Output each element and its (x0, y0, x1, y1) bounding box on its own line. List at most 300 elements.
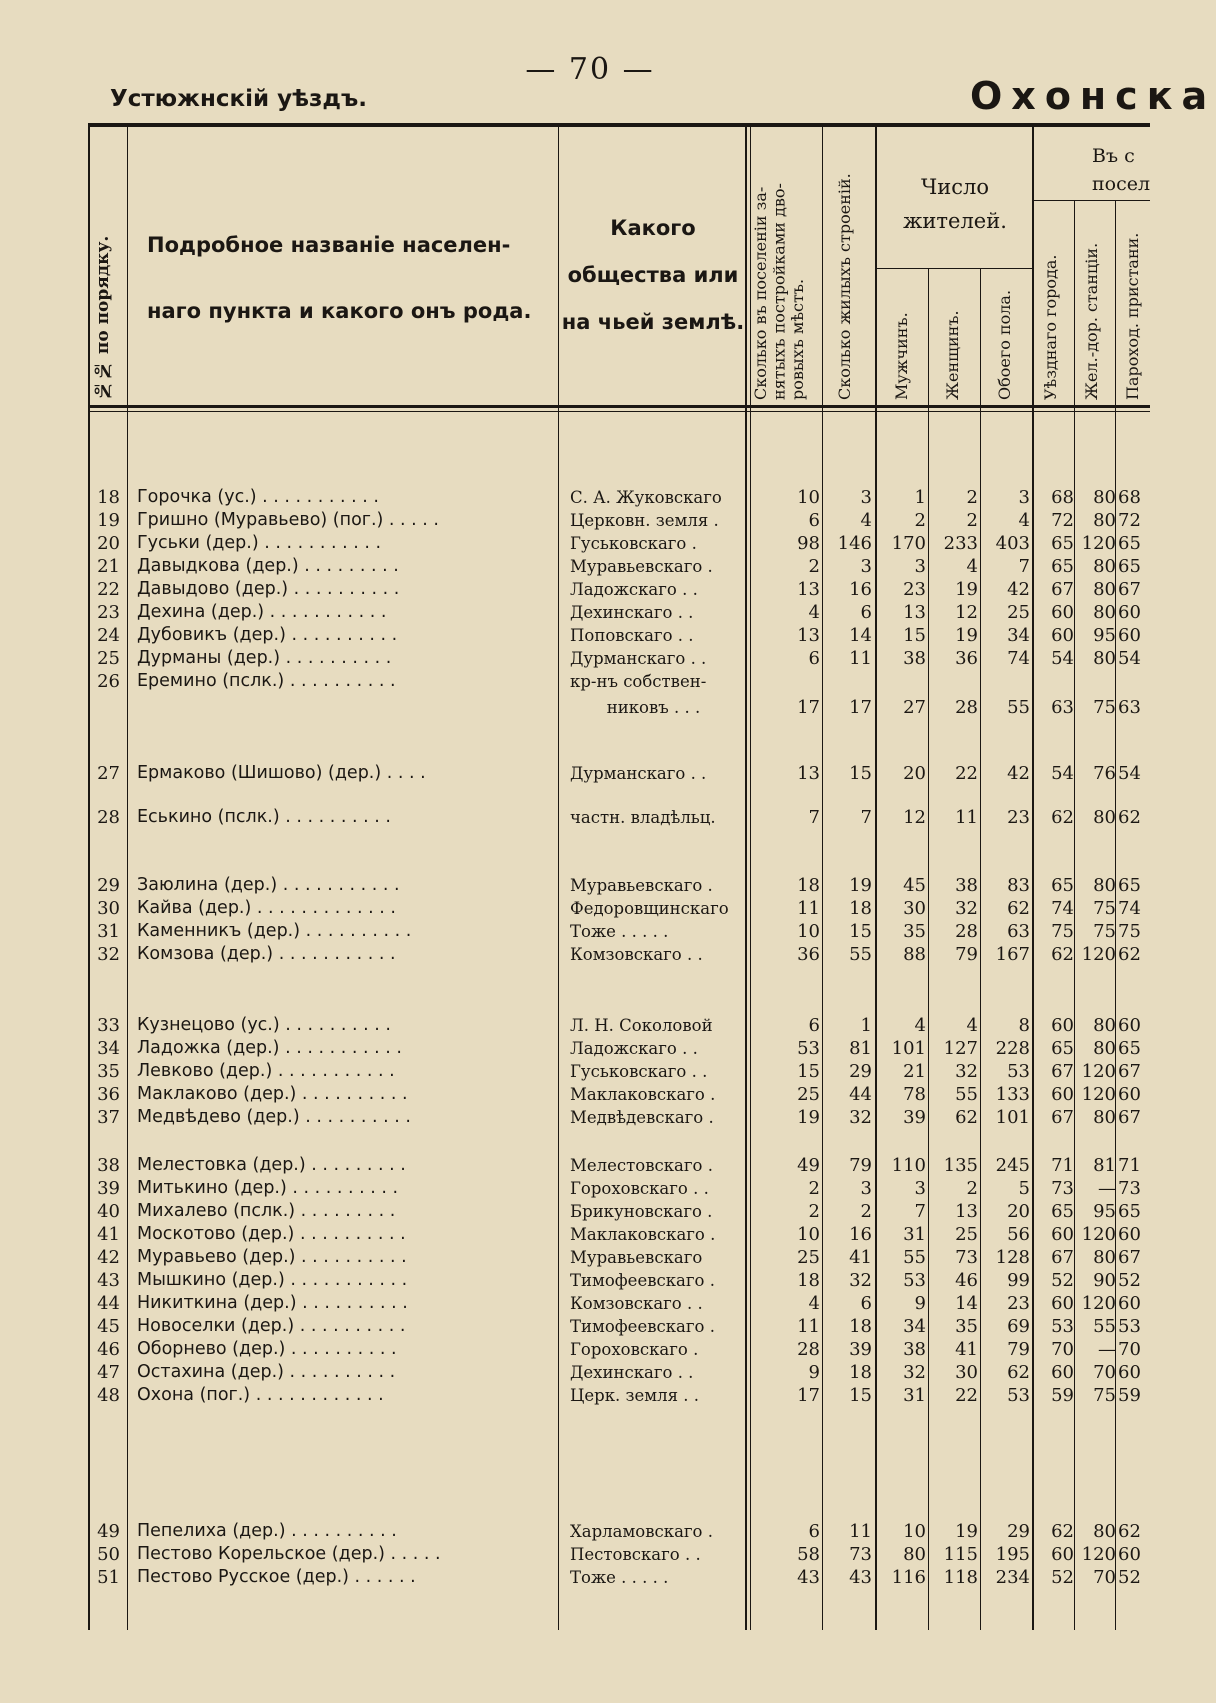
cell-rail: 80 (1093, 510, 1116, 531)
cell-both: 53 (1007, 1061, 1030, 1082)
cell-buildings: 81 (849, 1038, 872, 1059)
cell-town: 74 (1051, 898, 1074, 919)
cell-society: Мелестовскаго . (570, 1156, 713, 1175)
cell-women: 127 (943, 1038, 978, 1059)
cell-men: 2 (914, 510, 926, 531)
cell-pier: 73 (1118, 1178, 1141, 1199)
cell-name: Левково (дер.) . . . . . . . . . . . (137, 1061, 395, 1081)
cell-pier: 65 (1118, 875, 1141, 896)
cell-rail: 75 (1093, 697, 1116, 718)
cell-rail: 75 (1093, 921, 1116, 942)
cell-town: 73 (1051, 1178, 1074, 1199)
cell-num: 45 (97, 1316, 120, 1337)
cell-num: 36 (97, 1084, 120, 1105)
table-row (0, 532, 1150, 555)
cell-num: 33 (97, 1015, 120, 1036)
cell-buildings: 7 (860, 807, 872, 828)
cell-buildings: 55 (849, 944, 872, 965)
cell-society: частн. владѣльц. (570, 808, 716, 827)
cell-name: Горочка (ус.) . . . . . . . . . . . (137, 487, 379, 507)
cell-num: 23 (97, 602, 120, 623)
cell-pier: 65 (1118, 1038, 1141, 1059)
cell-town: 60 (1051, 1224, 1074, 1245)
cell-num: 35 (97, 1061, 120, 1082)
header-to-town: Уѣзднаго города. (1041, 254, 1060, 400)
table-row (0, 1083, 1150, 1106)
cell-both: 7 (1018, 556, 1030, 577)
cell-town: 62 (1051, 807, 1074, 828)
top-rule (88, 123, 1150, 127)
cell-num: 49 (97, 1521, 120, 1542)
volost-title: Охонска (970, 74, 1216, 118)
table-row (0, 1246, 1150, 1269)
cell-men: 35 (903, 921, 926, 942)
cell-buildings: 16 (849, 1224, 872, 1245)
cell-men: 38 (903, 648, 926, 669)
cell-rail: 95 (1093, 1201, 1116, 1222)
cell-households: 15 (797, 1061, 820, 1082)
cell-rail: 80 (1093, 1247, 1116, 1268)
header-both: Обоего пола. (995, 289, 1014, 400)
cell-num: 27 (97, 763, 120, 784)
cell-both: 55 (1007, 697, 1030, 718)
cell-town: 60 (1051, 1362, 1074, 1383)
cell-buildings: 41 (849, 1247, 872, 1268)
cell-name: Пепелиха (дер.) . . . . . . . . . . (137, 1521, 397, 1541)
cell-pier: 67 (1118, 1247, 1141, 1268)
cell-both: 3 (1018, 487, 1030, 508)
cell-rail: 95 (1093, 625, 1116, 646)
cell-rail: 120 (1081, 1061, 1116, 1082)
cell-buildings: 3 (860, 1178, 872, 1199)
cell-women: 55 (955, 1084, 978, 1105)
header-rule (88, 405, 1150, 408)
cell-households: 6 (808, 1521, 820, 1542)
cell-town: 62 (1051, 944, 1074, 965)
cell-both: 5 (1018, 1178, 1030, 1199)
cell-women: 4 (966, 1015, 978, 1036)
cell-men: 9 (914, 1293, 926, 1314)
cell-households: 10 (797, 921, 820, 942)
cell-men: 53 (903, 1270, 926, 1291)
cell-society: Дурманскаго . . (570, 764, 707, 783)
cell-women: 12 (955, 602, 978, 623)
cell-buildings: 32 (849, 1107, 872, 1128)
cell-buildings: 39 (849, 1339, 872, 1360)
table-row (0, 943, 1150, 966)
cell-town: 68 (1051, 487, 1074, 508)
table-row (0, 601, 1150, 624)
cell-both: 195 (995, 1544, 1030, 1565)
cell-num: 34 (97, 1038, 120, 1059)
cell-households: 10 (797, 1224, 820, 1245)
cell-rail: 120 (1081, 1544, 1116, 1565)
cell-men: 15 (903, 625, 926, 646)
cell-rail: 55 (1093, 1316, 1116, 1337)
cell-name: Еремино (пслк.) . . . . . . . . . . (137, 671, 396, 691)
cell-buildings: 19 (849, 875, 872, 896)
cell-both: 245 (995, 1155, 1030, 1176)
cell-rail: 120 (1081, 944, 1116, 965)
cell-rail: 90 (1093, 1270, 1116, 1291)
cell-buildings: 79 (849, 1155, 872, 1176)
cell-rail: 120 (1081, 1084, 1116, 1105)
cell-both: 34 (1007, 625, 1030, 646)
header-distance-group: Въ с посел (1092, 145, 1151, 195)
cell-households: 98 (797, 533, 820, 554)
cell-name: Остахина (дер.) . . . . . . . . . . (137, 1362, 396, 1382)
cell-town: 60 (1051, 1293, 1074, 1314)
cell-buildings: 17 (849, 697, 872, 718)
cell-women: 32 (955, 898, 978, 919)
cell-households: 53 (797, 1038, 820, 1059)
cell-society: Муравьевскаго . (570, 876, 713, 895)
cell-society: С. А. Жуковскаго (570, 488, 722, 507)
cell-buildings: 44 (849, 1084, 872, 1105)
cell-households: 58 (797, 1544, 820, 1565)
cell-both: 4 (1018, 510, 1030, 531)
cell-households: 17 (797, 697, 820, 718)
cell-pier: 54 (1118, 648, 1141, 669)
cell-society: Харламовскаго . (570, 1522, 713, 1541)
cell-town: 60 (1051, 625, 1074, 646)
cell-society: Ладожскаго . . (570, 580, 698, 599)
cell-name: Дехина (дер.) . . . . . . . . . . . (137, 602, 387, 622)
cell-households: 19 (797, 1107, 820, 1128)
cell-buildings: 18 (849, 1362, 872, 1383)
cell-women: 19 (955, 625, 978, 646)
cell-households: 13 (797, 763, 820, 784)
cell-households: 10 (797, 487, 820, 508)
cell-buildings: 29 (849, 1061, 872, 1082)
cell-buildings: 11 (849, 648, 872, 669)
cell-pier: 65 (1118, 1201, 1141, 1222)
cell-both: 29 (1007, 1521, 1030, 1542)
cell-num: 28 (97, 807, 120, 828)
cell-men: 32 (903, 1362, 926, 1383)
table-row (0, 1106, 1150, 1129)
cell-pier: 68 (1118, 487, 1141, 508)
cell-num: 30 (97, 898, 120, 919)
cell-name: Давыдкова (дер.) . . . . . . . . . (137, 556, 399, 576)
cell-town: 65 (1051, 875, 1074, 896)
cell-both: 25 (1007, 602, 1030, 623)
cell-both: 101 (995, 1107, 1030, 1128)
cell-pier: 52 (1118, 1270, 1141, 1291)
cell-men: 7 (914, 1201, 926, 1222)
cell-num: 31 (97, 921, 120, 942)
cell-num: 46 (97, 1339, 120, 1360)
cell-pier: 67 (1118, 579, 1141, 600)
cell-society: никовъ . . . (570, 698, 701, 717)
cell-buildings: 15 (849, 763, 872, 784)
cell-rail: 80 (1093, 1107, 1116, 1128)
cell-town: 67 (1051, 1107, 1074, 1128)
table-row (0, 1566, 1150, 1589)
cell-num: 40 (97, 1201, 120, 1222)
cell-women: 2 (966, 510, 978, 531)
cell-buildings: 3 (860, 487, 872, 508)
cell-town: 67 (1051, 1247, 1074, 1268)
cell-both: 234 (995, 1567, 1030, 1588)
cell-women: 233 (943, 533, 978, 554)
cell-num: 42 (97, 1247, 120, 1268)
header-to-pier: Пароход. пристани. (1123, 232, 1142, 400)
cell-men: 170 (891, 533, 926, 554)
table-row (0, 624, 1150, 647)
cell-town: 65 (1051, 1201, 1074, 1222)
cell-name: Пестово Русское (дер.) . . . . . . (137, 1567, 416, 1587)
cell-town: 63 (1051, 697, 1074, 718)
cell-num: 44 (97, 1293, 120, 1314)
cell-households: 4 (808, 1293, 820, 1314)
cell-name: Никиткина (дер.) . . . . . . . . . . (137, 1293, 408, 1313)
cell-name: Еськино (пслк.) . . . . . . . . . . (137, 807, 391, 827)
cell-both: 167 (995, 944, 1030, 965)
cell-women: 135 (943, 1155, 978, 1176)
cell-buildings: 18 (849, 898, 872, 919)
cell-both: 23 (1007, 1293, 1030, 1314)
cell-town: 67 (1051, 579, 1074, 600)
cell-buildings: 32 (849, 1270, 872, 1291)
cell-women: 118 (943, 1567, 978, 1588)
cell-buildings: 15 (849, 1385, 872, 1406)
cell-pier: 60 (1118, 1362, 1141, 1383)
cell-society: Брикуновскаго . (570, 1202, 713, 1221)
cell-town: 62 (1051, 1521, 1074, 1542)
table-row (0, 670, 1150, 693)
table-row (0, 1292, 1150, 1315)
cell-society: Ладожскаго . . (570, 1039, 698, 1058)
cell-rail: 70 (1093, 1567, 1116, 1588)
cell-town: 67 (1051, 1061, 1074, 1082)
cell-name: Маклаково (дер.) . . . . . . . . . . (137, 1084, 408, 1104)
cell-num: 26 (97, 671, 120, 692)
cell-pier: 62 (1118, 944, 1141, 965)
cell-rail: 80 (1093, 648, 1116, 669)
cell-society: Тоже . . . . . (570, 922, 669, 941)
cell-women: 11 (955, 807, 978, 828)
cell-households: 18 (797, 875, 820, 896)
cell-women: 79 (955, 944, 978, 965)
cell-men: 88 (903, 944, 926, 965)
cell-rail: 80 (1093, 1038, 1116, 1059)
cell-households: 49 (797, 1155, 820, 1176)
cell-rail: 76 (1093, 763, 1116, 784)
cell-society: Муравьевскаго (570, 1248, 703, 1267)
cell-rail: 80 (1093, 1015, 1116, 1036)
cell-women: 36 (955, 648, 978, 669)
cell-town: 60 (1051, 1084, 1074, 1105)
cell-name: Гришно (Муравьево) (пог.) . . . . . (137, 510, 439, 530)
cell-women: 2 (966, 1178, 978, 1199)
cell-town: 72 (1051, 510, 1074, 531)
cell-both: 53 (1007, 1385, 1030, 1406)
table-row (0, 1269, 1150, 1292)
cell-both: 8 (1018, 1015, 1030, 1036)
cell-name: Кузнецово (ус.) . . . . . . . . . . (137, 1015, 391, 1035)
cell-buildings: 146 (837, 533, 872, 554)
cell-society: Гуськовскаго . . (570, 1062, 708, 1081)
cell-name: Москотово (дер.) . . . . . . . . . . (137, 1224, 406, 1244)
cell-buildings: 43 (849, 1567, 872, 1588)
group-rule-residents (877, 268, 1032, 269)
cell-name: Комзова (дер.) . . . . . . . . . . . (137, 944, 396, 964)
cell-name: Охона (пог.) . . . . . . . . . . . . (137, 1385, 384, 1405)
cell-women: 38 (955, 875, 978, 896)
cell-name: Михалево (пслк.) . . . . . . . . . (137, 1201, 396, 1221)
cell-both: 42 (1007, 579, 1030, 600)
cell-both: 42 (1007, 763, 1030, 784)
table-row (0, 897, 1150, 920)
cell-society: Федоровщинскаго (570, 899, 729, 918)
cell-buildings: 15 (849, 921, 872, 942)
page-number: — 70 — (525, 52, 655, 87)
cell-women: 115 (943, 1544, 978, 1565)
cell-women: 28 (955, 921, 978, 942)
cell-rail: 75 (1093, 898, 1116, 919)
cell-name: Каменникъ (дер.) . . . . . . . . . . (137, 921, 412, 941)
cell-num: 18 (97, 487, 120, 508)
cell-pier: 52 (1118, 1567, 1141, 1588)
header-men: Мужчинъ. (892, 312, 911, 400)
cell-both: 128 (995, 1247, 1030, 1268)
table-row (0, 920, 1150, 943)
header-society: Какого общества или на чьей землѣ. (561, 216, 745, 334)
cell-society: Дехинскаго . . (570, 1363, 694, 1382)
cell-num: 20 (97, 533, 120, 554)
cell-pier: 70 (1118, 1339, 1141, 1360)
cell-men: 3 (914, 556, 926, 577)
cell-buildings: 11 (849, 1521, 872, 1542)
cell-rail: 75 (1093, 1385, 1116, 1406)
cell-num: 38 (97, 1155, 120, 1176)
table-row (0, 555, 1150, 578)
cell-pier: 60 (1118, 1224, 1141, 1245)
cell-households: 4 (808, 602, 820, 623)
cell-town: 71 (1051, 1155, 1074, 1176)
cell-men: 80 (903, 1544, 926, 1565)
cell-both: 56 (1007, 1224, 1030, 1245)
cell-pier: 60 (1118, 1544, 1141, 1565)
table-row (0, 647, 1150, 670)
cell-households: 18 (797, 1270, 820, 1291)
cell-town: 52 (1051, 1270, 1074, 1291)
header-women: Женщинъ. (943, 310, 962, 400)
cell-town: 53 (1051, 1316, 1074, 1337)
cell-num: 47 (97, 1362, 120, 1383)
cell-society: Гуськовскаго . (570, 534, 697, 553)
cell-society: Дехинскаго . . (570, 603, 694, 622)
cell-both: 403 (995, 533, 1030, 554)
cell-num: 39 (97, 1178, 120, 1199)
cell-num: 21 (97, 556, 120, 577)
cell-town: 75 (1051, 921, 1074, 942)
cell-households: 6 (808, 648, 820, 669)
cell-both: 99 (1007, 1270, 1030, 1291)
cell-pier: 60 (1118, 1015, 1141, 1036)
cell-name: Кайва (дер.) . . . . . . . . . . . . . (137, 898, 396, 918)
cell-households: 2 (808, 1178, 820, 1199)
cell-men: 31 (903, 1385, 926, 1406)
cell-num: 48 (97, 1385, 120, 1406)
cell-men: 20 (903, 763, 926, 784)
cell-buildings: 16 (849, 579, 872, 600)
cell-name: Мелестовка (дер.) . . . . . . . . . (137, 1155, 406, 1175)
cell-society: Пестовскаго . . (570, 1545, 701, 1564)
cell-both: 79 (1007, 1339, 1030, 1360)
cell-rail: 120 (1081, 533, 1116, 554)
cell-rail: 80 (1093, 602, 1116, 623)
cell-women: 22 (955, 763, 978, 784)
cell-society: Маклаковскаго . (570, 1225, 716, 1244)
cell-households: 11 (797, 1316, 820, 1337)
cell-both: 62 (1007, 1362, 1030, 1383)
table-row (0, 874, 1150, 897)
cell-pier: 60 (1118, 625, 1141, 646)
table-row (0, 578, 1150, 601)
cell-rail: — (1098, 1178, 1116, 1199)
cell-women: 2 (966, 487, 978, 508)
cell-rail: 80 (1093, 556, 1116, 577)
cell-rail: 80 (1093, 1521, 1116, 1542)
cell-women: 4 (966, 556, 978, 577)
cell-men: 1 (914, 487, 926, 508)
table-row (0, 486, 1150, 509)
cell-pier: 62 (1118, 807, 1141, 828)
cell-name: Пестово Корельское (дер.) . . . . . (137, 1544, 441, 1564)
cell-men: 45 (903, 875, 926, 896)
cell-women: 19 (955, 579, 978, 600)
cell-num: 22 (97, 579, 120, 600)
cell-town: 65 (1051, 1038, 1074, 1059)
cell-both: 62 (1007, 898, 1030, 919)
cell-name: Мышкино (дер.) . . . . . . . . . . . (137, 1270, 408, 1290)
cell-both: 133 (995, 1084, 1030, 1105)
cell-buildings: 2 (860, 1201, 872, 1222)
header-num: №№ по порядку. (93, 235, 113, 400)
cell-women: 62 (955, 1107, 978, 1128)
cell-num: 32 (97, 944, 120, 965)
cell-pier: 60 (1118, 1084, 1141, 1105)
cell-households: 25 (797, 1084, 820, 1105)
table-row (0, 806, 1150, 829)
cell-town: 60 (1051, 1015, 1074, 1036)
cell-rail: 80 (1093, 487, 1116, 508)
table-row (0, 1520, 1150, 1543)
cell-rail: 70 (1093, 1362, 1116, 1383)
cell-rail: 120 (1081, 1293, 1116, 1314)
cell-pier: 53 (1118, 1316, 1141, 1337)
cell-both: 83 (1007, 875, 1030, 896)
cell-pier: 72 (1118, 510, 1141, 531)
cell-men: 27 (903, 697, 926, 718)
cell-men: 78 (903, 1084, 926, 1105)
cell-households: 11 (797, 898, 820, 919)
district-title: Устюжнскій уѣздъ. (110, 86, 367, 112)
cell-name: Ладожка (дер.) . . . . . . . . . . . (137, 1038, 402, 1058)
cell-both: 63 (1007, 921, 1030, 942)
cell-society: Гороховскаго . (570, 1340, 699, 1359)
header-households: Сколько въ поселеніи за- нятыхъ постройками дво- ровыхъ мѣстъ. (751, 183, 807, 400)
cell-both: 20 (1007, 1201, 1030, 1222)
cell-name: Дубовикъ (дер.) . . . . . . . . . . (137, 625, 398, 645)
cell-name: Гуськи (дер.) . . . . . . . . . . . (137, 533, 382, 553)
cell-buildings: 4 (860, 510, 872, 531)
table-row (0, 1200, 1150, 1223)
cell-num: 43 (97, 1270, 120, 1291)
cell-town: 59 (1051, 1385, 1074, 1406)
